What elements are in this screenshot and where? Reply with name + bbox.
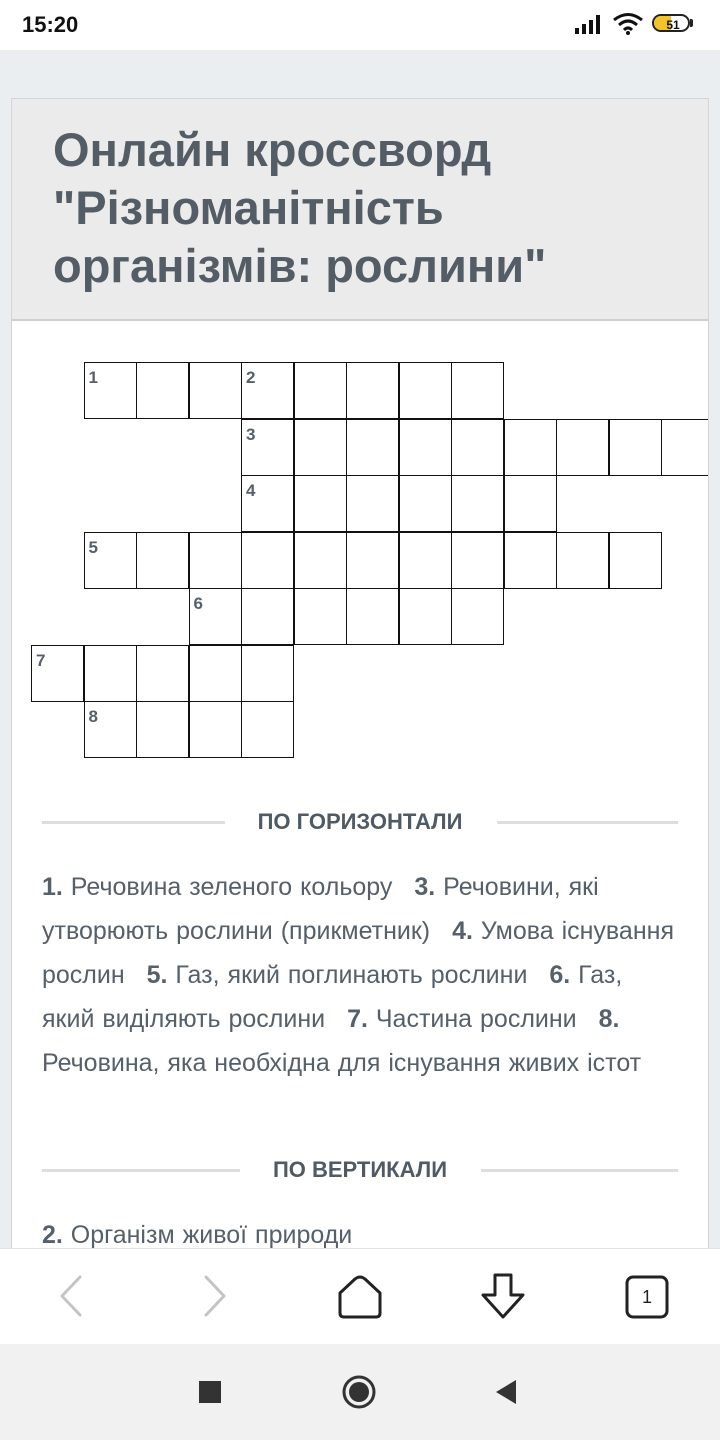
clue-text: Частина рослини [375,1005,577,1033]
clue-item [347,1005,577,1033]
crossword-cell[interactable] [294,532,347,589]
crossword-cell[interactable] [504,532,557,589]
down-heading [42,1155,678,1185]
crossword-cell[interactable] [294,588,347,645]
crossword-cell[interactable] [346,419,399,476]
crossword-cell[interactable] [451,419,504,476]
home-circle-icon[interactable] [341,1374,377,1410]
clue-number: 8. [598,1005,620,1033]
crossword-cell[interactable] [84,645,137,702]
clue-text: Речовина зеленого кольору [70,873,393,901]
crossword-cell[interactable] [189,532,242,589]
battery-icon [652,14,694,34]
clue-number: 1. [42,873,71,901]
crossword-cell[interactable] [451,362,504,419]
battery-level: 51 [666,18,680,32]
status-bar [0,0,720,50]
crossword-cell[interactable] [399,362,452,419]
crossword-cell[interactable] [399,475,452,532]
system-nav-bar [0,1344,720,1440]
crossword-cell[interactable] [241,532,294,589]
clue-number: 3. [414,873,444,901]
across-heading [42,807,678,837]
crossword-cell[interactable] [661,419,709,476]
clue-text: Речовини, які утворюють рослини (прикметник) [42,873,599,945]
crossword-cell[interactable] [346,475,399,532]
clue-number: 7. [347,1005,376,1033]
cell-number: 2 [246,368,256,387]
forward-arrow-icon[interactable] [190,1271,240,1321]
crossword-cell[interactable] [136,645,189,702]
home-icon[interactable] [335,1271,385,1321]
cell-number: 4 [246,481,256,500]
cell-number: 5 [88,537,98,557]
crossword-cell[interactable] [346,532,399,589]
download-icon[interactable] [478,1271,528,1321]
crossword-cell[interactable] [451,532,504,589]
crossword-cell[interactable] [136,362,189,419]
crossword-cell[interactable] [189,701,242,758]
down-heading-text: ПО ВЕРТИКАЛИ [272,1157,448,1182]
crossword-cell[interactable] [504,419,557,476]
crossword-cell[interactable] [136,701,189,758]
clue-text: Газ, який виділяють рослини [42,961,623,1033]
crossword-cell[interactable] [136,532,189,589]
status-time: 15:20 [22,12,79,37]
crossword-cell[interactable] [609,419,662,476]
crossword-cell[interactable] [241,588,294,645]
page-title: Онлайн кроссворд "Різноманітність організмів: рослини" [53,123,547,292]
crossword-cell[interactable] [84,362,137,419]
recents-square-icon[interactable] [192,1374,228,1410]
crossword-cell[interactable] [189,362,242,419]
cell-number: 7 [36,650,46,670]
crossword-cell[interactable] [189,645,242,702]
crossword-cell[interactable] [399,588,452,645]
crossword-cell[interactable] [189,588,242,645]
cell-number: 1 [88,368,98,387]
crossword-cell[interactable] [451,588,504,645]
crossword-cell[interactable] [294,362,347,419]
cell-number: 3 [246,424,256,444]
crossword-cell[interactable] [346,362,399,419]
crossword-cell[interactable] [241,475,294,532]
crossword-cell[interactable] [556,419,609,476]
crossword-cell[interactable] [504,475,557,532]
signal-icon [574,14,604,34]
clue-item [42,873,392,901]
crossword-cell[interactable] [84,701,137,758]
wifi-icon [612,12,644,36]
page-header [12,99,708,321]
clue-number: 4. [452,917,481,945]
crossword-cell[interactable] [84,532,137,589]
browser-toolbar [0,1248,720,1344]
crossword-cell[interactable] [241,701,294,758]
cell-number: 8 [88,707,98,726]
back-triangle-icon[interactable] [488,1374,524,1410]
tabs-icon[interactable] [625,1275,675,1325]
crossword-cell[interactable] [399,532,452,589]
clue-text: Умова існування рослин [42,917,674,989]
tab-count: 1 [641,1287,652,1307]
crossword-cell[interactable] [294,475,347,532]
crossword-cell[interactable] [241,645,294,702]
content-card [11,98,709,1248]
crossword-cell[interactable] [609,532,662,589]
crossword-cell[interactable] [346,588,399,645]
down-clues [42,1213,682,1248]
cell-number: 6 [193,594,203,613]
clue-text: Організм живої природи [70,1221,353,1248]
crossword-cell[interactable] [241,419,294,476]
crossword-cell[interactable] [294,419,347,476]
across-clues [42,865,682,1085]
clue-item [42,1221,352,1248]
clue-item [147,961,528,989]
crossword-cell[interactable] [31,645,84,702]
crossword-cell[interactable] [451,475,504,532]
across-heading-text: ПО ГОРИЗОНТАЛИ [257,809,463,834]
crossword-cell[interactable] [399,419,452,476]
clue-number: 2. [42,1221,71,1248]
back-arrow-icon[interactable] [46,1271,96,1321]
crossword-cell[interactable] [241,362,294,419]
clue-text: Газ, який поглинають рослини [175,961,528,989]
clue-text: Речовина, яка необхідна для існування живих істот [42,1049,642,1077]
clue-number: 6. [549,961,579,989]
crossword-cell[interactable] [556,532,609,589]
crossword-grid [32,363,709,763]
clue-number: 5. [146,961,176,989]
